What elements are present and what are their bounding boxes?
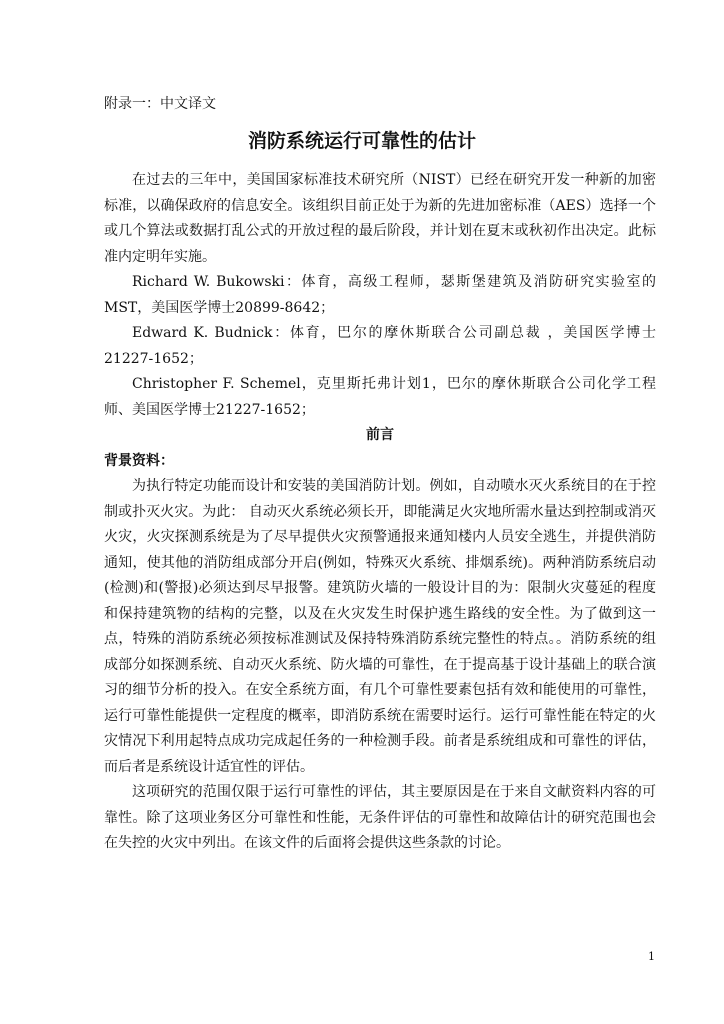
author-line: Edward K. Budnick：体育，巴尔的摩休斯联合公司副总裁 ，美国医学博士21227-1652； <box>104 325 656 367</box>
author-line: Richard W. Bukowski：体育，高级工程师，瑟斯堡建筑及消防研究实验室的MST，美国医学博士20899-8642； <box>104 274 656 316</box>
background-label: 背景资料： <box>104 452 174 469</box>
section-heading: 前言 <box>366 427 394 443</box>
intro-paragraph: 在过去的三年中，美国国家标准技术研究所（NIST）已经在研究开发一种新的加密标准，以确保政府的信息安全。该组织目前正处于为新的先进加密标准（AES）选择一个或几个算法或数据打乱公式的开放过程的最后阶段，并计划在夏末或秋初作出决定。此标准内定明年实施。 <box>104 172 656 265</box>
appendix-label: 附录一：中文译文 <box>104 96 216 112</box>
page-number: 1 <box>648 950 655 963</box>
body-paragraph: 这项研究的范围仅限于运行可靠性的评估，其主要原因是在于来自文献资料内容的可靠性。除了这项业务区分可靠性和性能，无条件评估的可靠性和故障估计的研究范围也会在失控的火灾中列出。在该文件的后面将会提供这些条款的讨论。 <box>104 784 656 851</box>
body-paragraph: 为执行特定功能而设计和安装的美国消防计划。例如，自动喷水灭火系统目的在于控制或扑灭火灾。为此： 自动灭火系统必须长开，即能满足火灾地所需水量达到控制或消灭火灾，火灾探测系统是为了尽早提供火灾预警通报来通知楼内人员安全逃生，并提供消防通知，使其他的消防组成部分开启(例如，特殊灭火系统、排烟系统)。两种消防系统启动(检测)和(警报)必须达到尽早报警。建筑防火墙的一般设计目的为：限制火灾蔓延的程度和保持建筑物的结构的完整，以及在火灾发生时保护逃生路线的安全性。为了做到这一点，特殊的消防系统必须按标准测试及保持特殊消防系统完整性的特点。。消防系统的组成部分如探测系统、自动灭火系统、防火墙的可靠性，在于提高基于设计基础上的联合演习的细节分析的投入。在安全系统方面，有几个可靠性要素包括有效和能使用的可靠性，运行可靠性能提供一定程度的概率，即消防系统在需要时运行。运行可靠性能在特定的火灾情况下利用起特点成功完成起任务的一种检测手段。前者是系统组成和可靠性的评估，而后者是系统设计适宜性的评估。 <box>104 478 656 775</box>
document-body <box>104 168 656 857</box>
document-title: 消防系统运行可靠性的估计 <box>247 130 476 152</box>
author-line: Christopher F. Schemel，克里斯托弗计划1，巴尔的摩休斯联合公司化学工程师、美国医学博士21227-1652； <box>104 376 656 418</box>
